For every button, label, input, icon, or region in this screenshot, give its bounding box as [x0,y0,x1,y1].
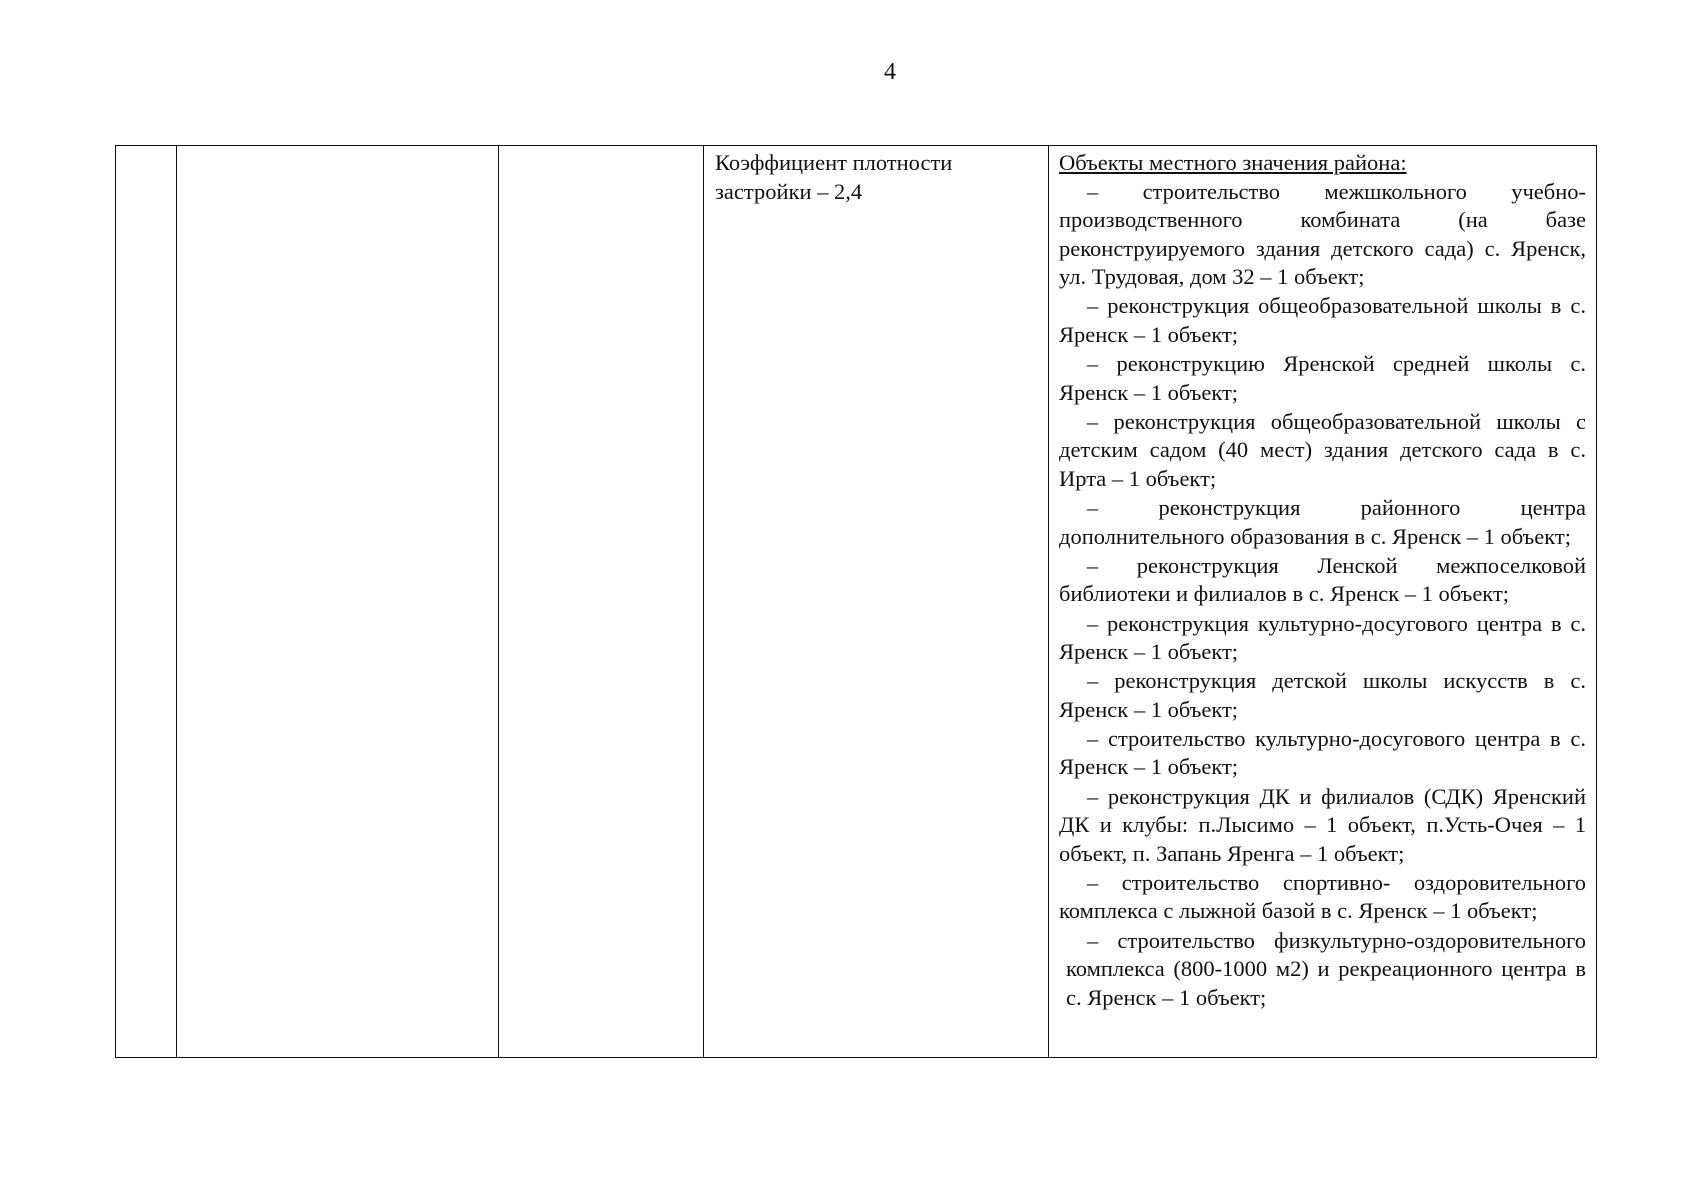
list-item: – реконструкцию Яренской средней школы с. Яренск – 1 объект; [1059,351,1586,405]
list-item: – строительство физкультурно-оздоровительного комплекса (800-1000 м2) и рекреационного центра в с. Яренск – 1 объект; [1066,927,1586,1010]
list-item: – реконструкция детской школы искусств в с. Яренск – 1 объект; [1059,668,1586,722]
density-text: Коэффициент плотности застройки – 2,4 [715,150,953,204]
table-cell-number [116,146,177,1058]
list-item: – строительство культурно-досугового центра в с. Яренск – 1 объект; [1059,725,1586,780]
list-item: – реконструкция общеобразовательной школы с детским садом (40 мест) здания детского сада в с. Ирта – 1 объект; [1059,408,1586,492]
planning-table [115,145,1597,1058]
table-cell-objects [1049,146,1597,1058]
list-item: – реконструкция районного центра дополнительного образования в с. Яренск – 1 объект; [1059,495,1586,549]
page-number: 4 [884,59,896,85]
list-item: – реконструкция общеобразовательной школы в с. Яренск – 1 объект; [1059,293,1586,348]
objects-heading: Объекты местного значения района: [1059,150,1407,175]
list-item: – строительство спортивно- оздоровительного комплекса с лыжной базой в с. Яренск – 1 объект; [1059,869,1586,924]
table-cell-empty [499,146,704,1058]
list-item: – строительство межшкольного учебно-производственного комбината (на базе реконструируемого здания детского сада) с. Яренск, ул. Трудовая, дом 32 – 1 объект; [1059,178,1586,290]
table-cell-density [704,146,1049,1058]
list-item: – реконструкция культурно-досугового центра в с. Яренск – 1 объект; [1059,610,1586,665]
list-item: – реконструкция ДК и филиалов (СДК) Яренский ДК и клубы: п.Лысимо – 1 объект, п.Усть-Очея – 1 объект, п. Запань Яренга – 1 объект; [1059,783,1586,866]
table-row [116,146,1597,1058]
list-item: – реконструкция Ленской межпоселковой библиотеки и филиалов в с. Яренск – 1 объект; [1059,552,1586,607]
table-cell-empty [177,146,499,1058]
